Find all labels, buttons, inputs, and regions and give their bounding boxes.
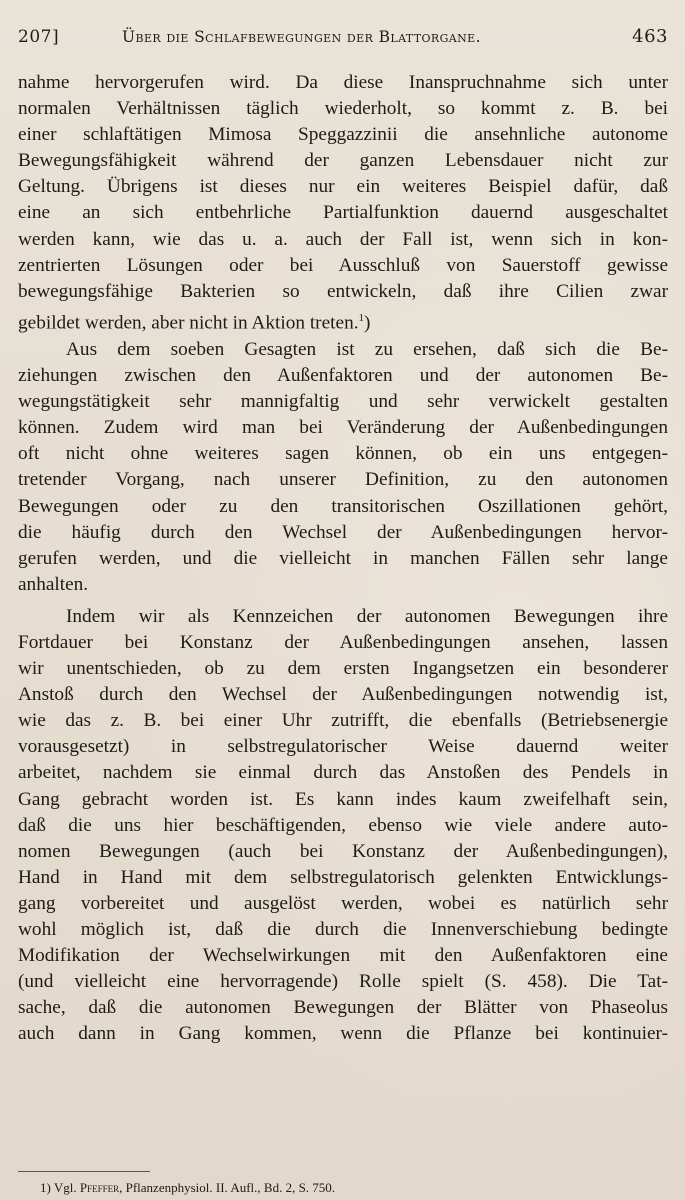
text-line: wohl möglich ist, daß die durch die Innenverschiebung bedingte	[18, 919, 668, 940]
paragraph-1	[18, 70, 668, 334]
text-line: Anstoß durch den Wechsel der Außenbedingungen notwendig ist,	[18, 684, 668, 706]
text-line: nahme hervorgerufen wird. Da diese Inanspruchnahme sich unter	[18, 72, 668, 93]
text-line: normalen Verhältnissen täglich wiederholt, so kommt z. B. bei	[18, 98, 668, 120]
text-line: sache, daß die autonomen Bewegungen der Blätter von Phaseolus	[18, 997, 668, 1019]
text-line: Bewegungen oder zu den transitorischen Oszillationen gehört,	[18, 495, 668, 517]
footnote-author: Pfeffer	[79, 1180, 120, 1195]
text-line: können. Zudem wird man bei Veränderung der Außenbedingungen	[18, 417, 668, 439]
text-line: (und vielleicht eine hervorragende) Rolle spielt (S. 458). Die Tat-	[18, 971, 668, 993]
footnote-prefix: Vgl.	[53, 1180, 77, 1195]
text-line: vorausgesetzt) in selbstregulatorischer Weise dauernd weiter	[18, 736, 668, 758]
text-line: Fortdauer bei Konstanz der Außenbedingungen ansehen, lassen	[18, 631, 668, 653]
text-line: gerufen werden, und die vielleicht in manchen Fällen sehr lange	[18, 547, 668, 569]
footnote-reference: 1	[358, 311, 365, 324]
text-line: anhalten.	[18, 573, 89, 595]
text-line: Modifikation der Wechselwirkungen mit den Außenfaktoren eine	[18, 945, 668, 967]
text-line: oft nicht ohne weiteres sagen können, ob ein uns entgegen-	[18, 443, 668, 465]
text-line: ziehungen zwischen den Außenfaktoren und der autonomen Be-	[18, 365, 668, 387]
running-header	[18, 24, 668, 52]
text-line: Geltung. Übrigens ist dieses nur ein weiteres Beispiel dafür, daß	[18, 176, 668, 198]
text-line: Gang gebracht worden ist. Es kann indes kaum zweifelhaft sein,	[18, 788, 668, 810]
text-line: werden kann, wie das u. a. auch der Fall ist, wenn sich in kon-	[18, 228, 668, 250]
text-line: daß die uns hier beschäftigenden, ebenso wie viele andere auto-	[18, 814, 668, 836]
header-title: Über die Schlafbewegungen der Blattorgane.	[122, 28, 481, 46]
text-line: nomen Bewegungen (auch bei Konstanz der Außenbedingungen),	[18, 840, 668, 862]
text-line: tretender Vorgang, nach unserer Definition, zu den autonomen	[18, 469, 668, 491]
text-line: Hand in Hand mit dem selbstregulatorisch gelenkten Entwicklungs-	[18, 866, 668, 888]
footnote-divider	[18, 1171, 150, 1172]
text-line: zentrierten Lösungen oder bei Ausschluß von Sauerstoff gewisse	[18, 254, 668, 276]
text-line: Indem wir als Kennzeichen der autonomen Bewegungen ihre	[66, 605, 668, 627]
text-line: wir unentschieden, ob zu dem ersten Ingangsetzen ein besonderer	[18, 658, 668, 680]
text-line: bewegungsfähige Bakterien so entwickeln, daß ihre Cilien zwar	[18, 280, 668, 302]
page-number: 463	[632, 26, 668, 47]
footnote-citation: , Pflanzenphysiol. II. Aufl., Bd. 2, S. 750.	[119, 1180, 336, 1195]
text-line: gang vorbereitet und ausgelöst werden, wobei es natürlich sehr	[18, 892, 668, 914]
paragraph-2	[18, 337, 668, 598]
footnote	[40, 1180, 335, 1196]
header-section-number: 207]	[18, 27, 60, 47]
text-line: wegungstätigkeit sehr mannigfaltig und sehr verwickelt gestalten	[18, 391, 668, 413]
text-line: auch dann in Gang kommen, wenn die Pflanze bei kontinuier-	[18, 1023, 668, 1045]
text-line: die häufig durch den Wechsel der Außenbedingungen hervor-	[18, 521, 668, 543]
footnote-marker: 1)	[40, 1180, 51, 1195]
body-text	[18, 70, 668, 1047]
text-line: eine an sich entbehrliche Partialfunktion dauernd ausgeschaltet	[18, 202, 668, 224]
text-line: wie das z. B. bei einer Uhr zutrifft, die ebenfalls (Betriebsenergie	[18, 710, 668, 732]
text-line: arbeitet, nachdem sie einmal durch das Anstoßen des Pendels in	[18, 762, 668, 784]
text-line: einer schlaftätigen Mimosa Speggazzinii die ansehnliche autonome	[18, 124, 668, 146]
text-line: Bewegungsfähigkeit während der ganzen Lebensdauer nicht zur	[18, 150, 668, 172]
text-line	[18, 305, 668, 334]
text-line-content: gebildet werden, aber nicht in Aktion treten.	[18, 312, 359, 334]
paragraph-3	[18, 604, 668, 1048]
footnote-reference-close: )	[364, 312, 371, 334]
text-line: Aus dem soeben Gesagten ist zu ersehen, daß sich die Be-	[66, 338, 668, 360]
